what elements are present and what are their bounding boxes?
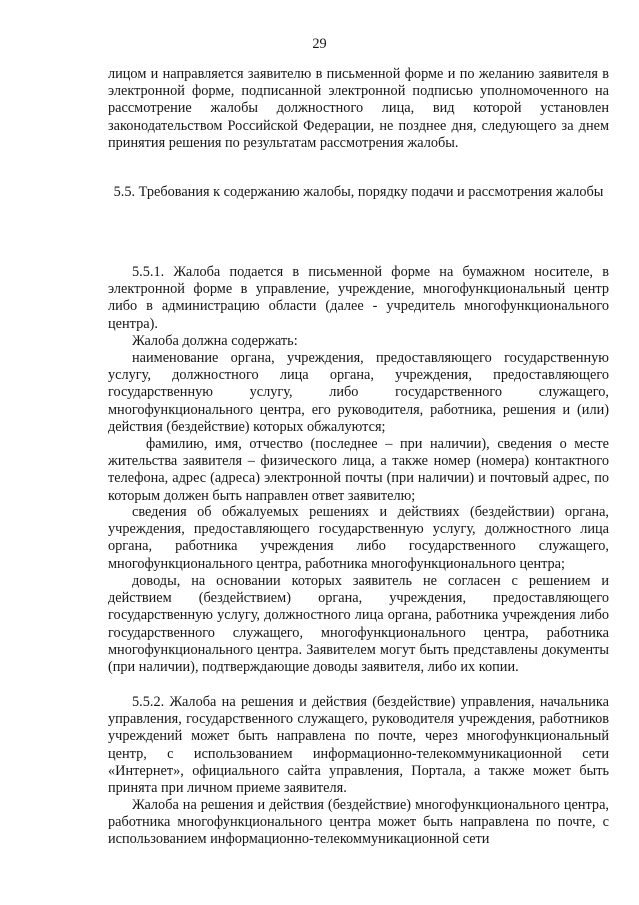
page-number: 29 (312, 36, 327, 52)
paragraph-decision-delivery: лицом и направляется заявителю в письменной форме и по желанию заявителя в электронной форме, подписанной электронной подписью уполномоченного на рассмотрение жалобы должностного лица, вид которой установлен законодательством Российской Федерации, не позднее дня, следующего за днем принятия решения по результатам рассмотрения жалобы. (108, 66, 609, 151)
section-heading-5-5: 5.5. Требования к содержанию жалобы, порядку подачи и рассмотрения жалобы (113, 184, 604, 200)
paragraph-arguments: доводы, на основании которых заявитель не согласен с решением и действием (бездействием) органа, учреждения, предоставляющего государственную услугу, должностного лица органа, работника учреждения либо государственного служащего, многофункционального центра, работника многофункционального центра. Заявителем могут быть представлены документы (при наличии), подтверждающие доводы заявителя, либо их копии. (108, 573, 609, 676)
paragraph-5-5-1: 5.5.1. Жалоба подается в письменной форме на бумажном носителе, в электронной форме в управление, учреждение, многофункциональный центр либо в администрацию области (далее - учредитель многофункционального центра). (108, 264, 609, 332)
paragraph-applicant-details: фамилию, имя, отчество (последнее – при наличии), сведения о месте жительства заявителя – физического лица, а также номер (номера) контактного телефона, адрес (адреса) электронной почты (при наличии) и почтовый адрес, по которым должен быть направлен ответ заявителю; (108, 436, 609, 504)
paragraph-complaint-must-contain: Жалоба должна содержать: (132, 333, 298, 349)
paragraph-appealed-decisions: сведения об обжалуемых решениях и действиях (бездействии) органа, учреждения, предоставляющего государственную услугу, должностного лица органа, работника учреждения либо государственного служащего, многофункционального центра, работника многофункционального центра; (108, 504, 609, 572)
paragraph-body-name: наименование органа, учреждения, предоставляющего государственную услугу, должностного лица органа, учреждения, предоставляющего государственную услугу, либо государственного служащего, многофункционального центра, его руководителя, работника, решения и (или) действия (бездействие) которых обжалуются; (108, 350, 609, 435)
paragraph-mfc-complaint: Жалоба на решения и действия (бездействие) многофункционального центра, работника многофункционального центра может быть направлена по почте, с использованием информационно-телекоммуникационной сети (108, 797, 609, 848)
paragraph-5-5-2: 5.5.2. Жалоба на решения и действия (бездействие) управления, начальника управления, государственного служащего, руководителя учреждения, работников учреждений может быть направлена по почте, через многофункциональный центр, с использованием информационно-телекоммуникационной сети «Интернет», официального сайта управления, Портала, а также может быть принята при личном приеме заявителя. (108, 694, 609, 797)
